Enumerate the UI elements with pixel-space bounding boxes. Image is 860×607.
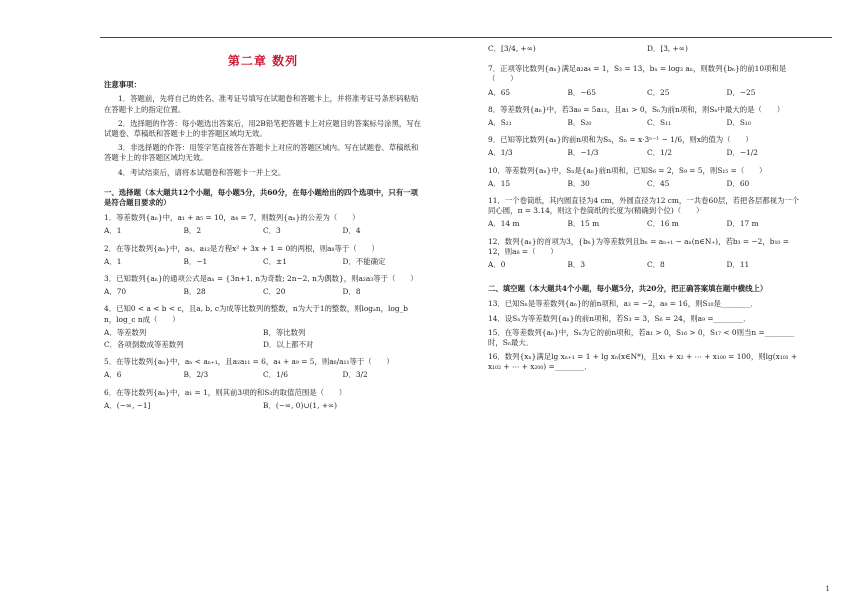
notice-heading: 注意事项：	[104, 80, 141, 90]
question-2	[104, 244, 422, 267]
option-c: C．1/6	[263, 370, 288, 380]
header-rule	[100, 37, 832, 38]
notice-item: 4．考试结束后，请将本试题卷和答题卡一并上交。	[118, 167, 286, 177]
option-c: C．25	[647, 87, 670, 97]
question-stem: 10．等差数列{aₙ}中，Sₙ是{aₙ}前n项和，已知S₆ = 2，S₉ = 5，则S₁₅ =（ ）	[488, 165, 767, 175]
option-c: C．16 m	[647, 219, 679, 229]
option-c: C．45	[647, 178, 670, 188]
question-4	[104, 304, 422, 350]
option-row	[104, 287, 422, 297]
question-stem: 4．已知0 < a < b < c，且a, b, c为成等比数列的整数，n为大于1的整数，则logₐn，log_b n，log_c n成（ ）	[104, 304, 408, 324]
option-d: D．60	[726, 178, 750, 188]
question-6	[104, 388, 422, 411]
option-d: D．3/2	[342, 370, 368, 380]
option-row	[488, 260, 806, 270]
option-a: A．14 m	[488, 219, 520, 229]
option-c: C．S₁₁	[647, 118, 672, 128]
option-b: B．等比数列	[263, 327, 306, 337]
notice-item: 1．答题前，先将自己的姓名、准考证号填写在试题卷和答题卡上，并将准考证号条形码粘贴在答题卡上的指定位置。	[104, 94, 419, 114]
right-column	[488, 40, 806, 377]
option-d: D．以上都不对	[263, 340, 314, 350]
question-10	[488, 166, 806, 189]
question-3	[104, 274, 422, 297]
question-stem: 7．正项等比数列{aₙ}满足a₂a₄ = 1，S₃ = 13，bₙ = log₃ aₙ，则数列{bₙ}的前10项和是（ ）	[488, 64, 787, 84]
fill-question-13: 13．已知Sₙ是等差数列{aₙ}的前n项和，a₃ = −2，a₈ = 16，则S₁₀是________．	[488, 299, 758, 309]
question-stem: 11．一个卷筒纸，其内圆直径为4 cm，外圆直径为12 cm，一共卷60层，若把各层都视为一个同心圆，π = 3.14，则这个卷筒纸的长度为(精确到个位)（ ）	[488, 196, 800, 216]
option-c: C．3	[263, 226, 281, 236]
fill-question-14: 14．设Sₙ为等差数列{aₙ}的前n项和，若S₃ = 3，S₆ = 24，则a₉ =________．	[488, 313, 751, 323]
option-d: D．不能确定	[342, 256, 386, 266]
option-row	[488, 44, 806, 54]
question-stem: 8．等差数列{aₙ}中，若3a₈ = 5a₁₃，且a₁ > 0，Sₙ为前n项和，则Sₙ中最大的是（ ）	[488, 104, 785, 114]
option-b: B．2/3	[183, 370, 209, 380]
option-a: A．1	[104, 226, 122, 236]
option-a: A．(−∞, −1]	[104, 400, 151, 410]
option-a: A．S₂₁	[488, 118, 512, 128]
option-row	[488, 219, 806, 229]
question-1	[104, 213, 422, 236]
option-row	[488, 179, 806, 189]
option-b: B．2	[183, 226, 202, 236]
option-row	[104, 257, 422, 267]
section-heading-choice: 一、选择题（本大题共12个小题，每小题5分，共60分，在每小题给出的四个选项中，只有一项是符合题目要求的）	[104, 187, 418, 208]
question-stem: 3．已知数列{aₙ}的通项公式是aₙ = {3n+1, n为奇数; 2n−2, n为偶数}，则a₂a₃等于（ ）	[104, 274, 418, 284]
option-row	[104, 328, 422, 338]
question-stem: 12．数列{aₙ}的首项为3，{bₙ}为等差数列且bₙ = aₙ₊₁ − aₙ(n∈N₊)，若b₃ = −2，b₁₀ = 12，则a₈ =（ ）	[488, 236, 789, 256]
option-a: A．70	[104, 287, 127, 297]
question-stem: 5．在等比数列{aₙ}中，aₙ < aₙ₊₁，且a₂a₁₁ = 6，a₄ + a₉ = 5，则a₆/a₁₁等于（ ）	[104, 357, 394, 367]
question-stem: 9．已知等比数列{aₙ}的前n项和为Sₙ，Sₙ = x·3ⁿ⁻¹ − 1/6，则x的值为（ ）	[488, 135, 753, 145]
section-heading-fill: 二、填空题（本大题共4个小题，每小题5分，共20分，把正确答案填在题中横线上）	[488, 284, 768, 294]
option-row	[488, 118, 806, 128]
option-d: D．17 m	[726, 219, 759, 229]
question-stem: 2．在等比数列{aₙ}中，a₄、a₁₂是方程x² + 3x + 1 = 0的两根，则a₈等于（ ）	[104, 243, 379, 253]
question-5	[104, 357, 422, 380]
option-c: C．1/2	[647, 148, 672, 158]
option-d: D．[3, +∞)	[647, 44, 688, 53]
option-row	[104, 340, 422, 350]
option-row	[488, 88, 806, 98]
page-title: 第二章 数列	[227, 54, 299, 68]
option-c: C．±1	[263, 256, 287, 266]
option-row	[104, 370, 422, 380]
option-b: B．−65	[567, 87, 596, 97]
option-a: A．0	[488, 260, 506, 270]
question-stem: 6．在等比数列{aₙ}中，a₁ = 1，则其前3项的和S₃的取值范围是（ ）	[104, 387, 347, 397]
question-7	[488, 64, 806, 98]
left-column	[104, 40, 422, 413]
option-d: D．−1/2	[726, 148, 758, 158]
fill-question-16: 16．数列{xₙ}满足lg xₙ₊₁ = 1 + lg xₙ(x∈N*)，且x₁ + x₂ + ⋯ + x₁₀₀ = 100，则lg(x₁₀₁ + x₁₀₂ + ⋯ + x₂₀₀) =________．	[488, 352, 798, 372]
question-12	[488, 237, 806, 271]
option-b: B．15 m	[567, 219, 600, 229]
option-b: B．−1	[183, 256, 208, 266]
option-c: C．8	[647, 260, 665, 270]
page-number: 1	[825, 585, 830, 593]
option-c: C．[3/4, +∞)	[488, 44, 536, 53]
question-11	[488, 196, 806, 230]
option-b: B．28	[183, 287, 206, 297]
question-stem: 1．等差数列{aₙ}中，a₁ + a₅ = 10，a₄ = 7，则数列{aₙ}的公差为（ ）	[104, 213, 360, 223]
option-b: B．S₂₀	[567, 118, 592, 128]
question-8	[488, 105, 806, 128]
option-a: A．15	[488, 178, 511, 188]
option-c: C．20	[263, 287, 286, 297]
option-d: D．8	[342, 287, 361, 297]
question-9	[488, 135, 806, 158]
option-b: B．−1/3	[567, 148, 599, 158]
option-d: D．4	[342, 226, 361, 236]
option-a: A．1	[104, 256, 122, 266]
notice-item: 2．选择题的作答：每小题选出答案后，用2B铅笔把答题卡上对应题目的答案标号涂黑，写在试题卷、草稿纸和答题卡上的非答题区域均无效。	[104, 118, 422, 139]
notice-item: 3．非选择题的作答：用签字笔直接答在答题卡上对应的答题区域内。写在试题卷、草稿纸和答题卡上的非答题区域均无效。	[104, 143, 419, 163]
option-row	[104, 226, 422, 236]
option-d: D．−25	[726, 87, 756, 97]
option-row	[104, 401, 422, 411]
option-b: B．3	[567, 260, 586, 270]
option-b: B．(−∞, 0)∪(1, +∞)	[263, 400, 338, 410]
option-a: A．6	[104, 370, 122, 380]
option-d: D．11	[726, 260, 750, 270]
option-d: D．S₁₀	[726, 118, 751, 128]
option-row	[488, 148, 806, 158]
option-a: A．等差数列	[104, 327, 147, 337]
fill-question-15: 15．在等差数列{aₙ}中，Sₙ为它的前n项和，若a₁ > 0，S₁₆ > 0，S₁₇ < 0则当n =________时，Sₙ最大．	[488, 327, 795, 348]
option-c: C．各项倒数成等差数列	[104, 340, 184, 350]
option-a: A．1/3	[488, 148, 513, 158]
option-a: A．65	[488, 87, 511, 97]
option-b: B．30	[567, 178, 590, 188]
